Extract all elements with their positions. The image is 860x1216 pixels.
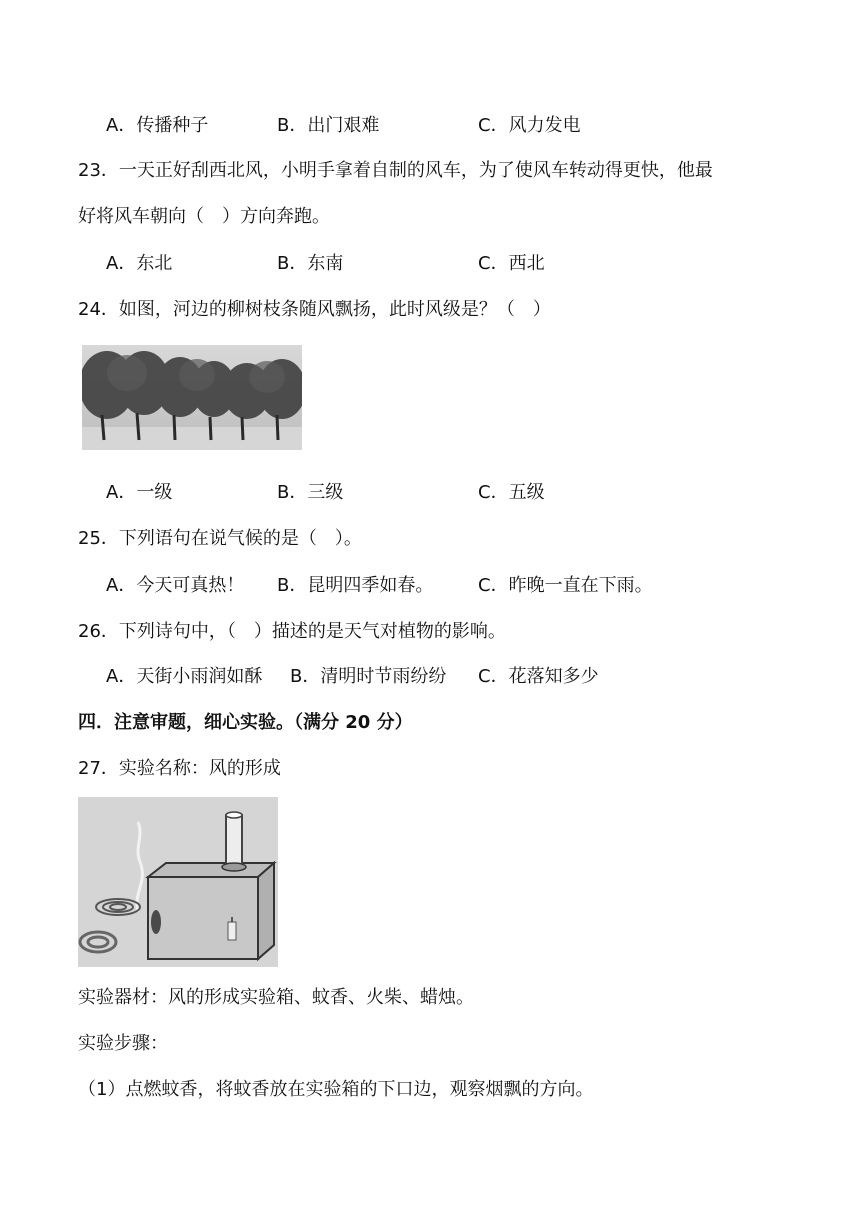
q25-question: 25．下列语句在说气候的是（ ）。 — [78, 528, 362, 549]
q24-question: 24．如图，河边的柳树枝条随风飘扬，此时风级是？（ ） — [78, 299, 551, 320]
q24-option-c: C．五级 — [478, 482, 545, 503]
q27-steps-label: 实验步骤： — [78, 1033, 168, 1054]
q24-option-b: B．三级 — [277, 482, 344, 503]
q23-option-c: C．西北 — [478, 253, 545, 274]
q22-option-c: C．风力发电 — [478, 115, 581, 136]
q26-option-c: C．花落知多少 — [478, 666, 599, 687]
wind-formation-experiment-box-icon — [78, 797, 278, 967]
q27-materials: 实验器材：风的形成实验箱、蚊香、火柴、蜡烛。 — [78, 987, 474, 1008]
q24-option-a: A．一级 — [106, 482, 173, 503]
q25-option-c: C．昨晚一直在下雨。 — [478, 575, 653, 596]
section-heading: 四．注意审题，细心实验。（满分 20 分） — [78, 712, 413, 733]
q23-question-line1: 23．一天正好刮西北风，小明手拿着自制的风车，为了使风车转动得更快，他最 — [78, 160, 713, 181]
windblown-trees-photo-icon — [82, 345, 302, 450]
q27-title: 27．实验名称：风的形成 — [78, 758, 281, 779]
q25-option-b: B．昆明四季如春。 — [277, 575, 434, 596]
q22-option-a: A．传播种子 — [106, 115, 209, 136]
q26-question: 26．下列诗句中，（ ）描述的是天气对植物的影响。 — [78, 621, 506, 642]
q23-option-b: B．东南 — [277, 253, 344, 274]
q27-step-1: （1）点燃蚊香，将蚊香放在实验箱的下口边，观察烟飘的方向。 — [78, 1079, 594, 1100]
q26-option-a: A．天街小雨润如酥 — [106, 666, 263, 687]
q22-option-b: B．出门艰难 — [277, 115, 380, 136]
q26-option-b: B．清明时节雨纷纷 — [290, 666, 447, 687]
q23-option-a: A．东北 — [106, 253, 173, 274]
q25-option-a: A．今天可真热！ — [106, 575, 245, 596]
q23-question-line2: 好将风车朝向（ ）方向奔跑。 — [78, 206, 330, 227]
